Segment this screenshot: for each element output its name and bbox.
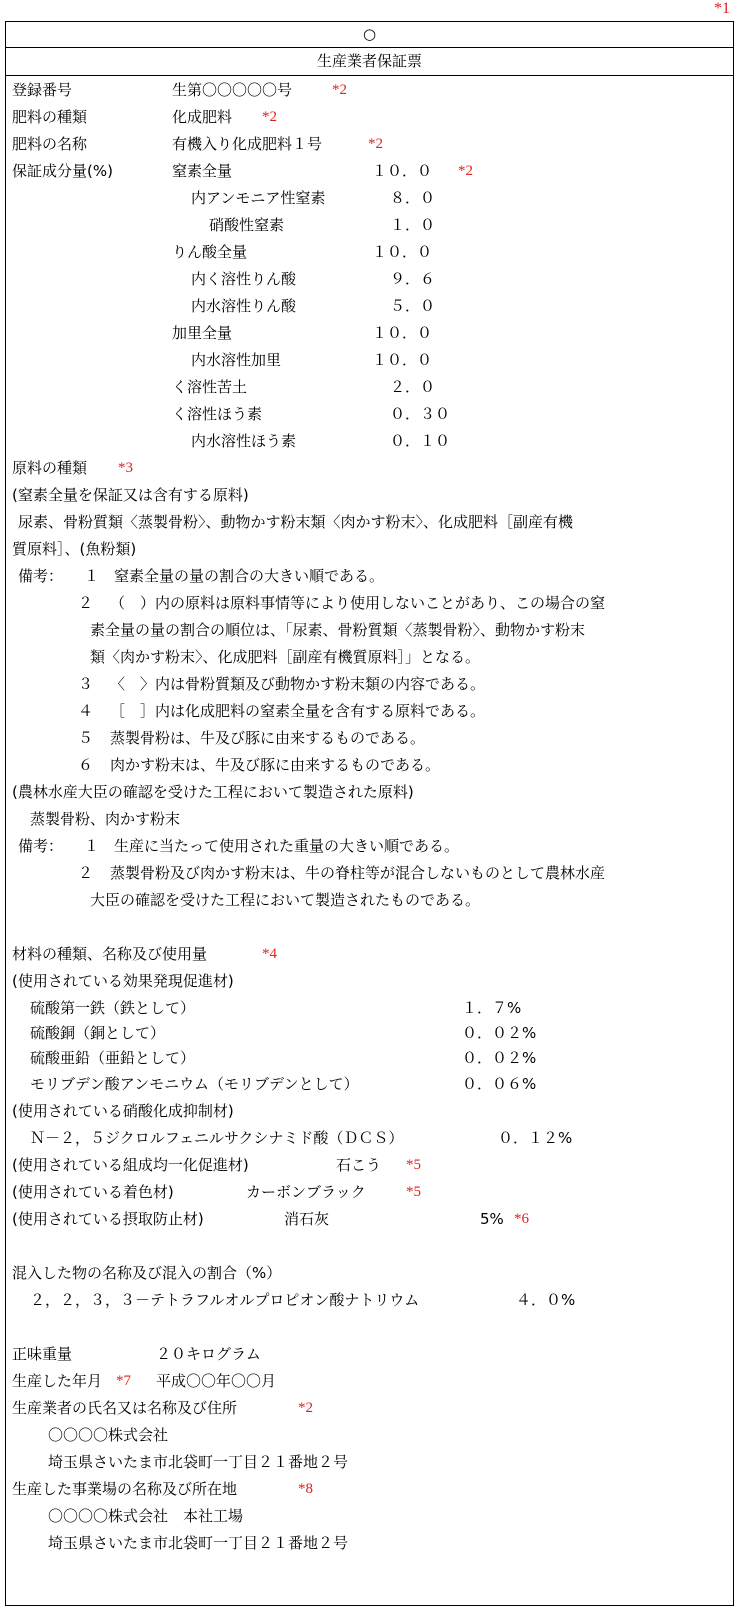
component-value: １０．０ [372, 243, 433, 261]
remark-text: 蒸製骨粉は、牛及び豚に由来するものである。 [110, 729, 426, 747]
remark-number: ２ [78, 594, 94, 612]
remark-number: ５ [78, 729, 94, 747]
footnote-marker-4: *4 [262, 946, 277, 962]
producer-address: 埼玉県さいたま市北袋町一丁目２１番地２号 [48, 1453, 349, 1471]
remark-text: 生産に当たって使用された重量の大きい順である。 [114, 837, 460, 855]
intake-value: 5% [480, 1210, 504, 1228]
component-value: ０．３０ [390, 405, 451, 423]
component-name: 内アンモニア性窒素 [191, 189, 326, 207]
effect-item-value: １．７% [462, 999, 522, 1017]
remark-text: 素全量の量の割合の順位は、「尿素、骨粉質類〈蒸製骨粉〉、動物かす粉末 [90, 621, 586, 639]
remark-number: １ [84, 567, 100, 585]
footnote-marker-6: *6 [514, 1211, 529, 1227]
remark-number: ６ [78, 756, 94, 774]
remark-text: ［ ］内は化成肥料の窒素全量を含有する原料である。 [110, 702, 486, 720]
footnote-marker-7: *7 [116, 1373, 131, 1389]
remark-text: 〈 〉内は骨粉質類及び動物かす粉末類の内容である。 [110, 675, 486, 693]
footnote-marker-2: *2 [368, 136, 383, 152]
raw-list-line: 質原料］、(魚粉類) [12, 540, 137, 558]
uniform-item: 石こう [336, 1156, 382, 1174]
component-value: ８．０ [390, 189, 436, 207]
component-value: １０．０ [372, 351, 433, 369]
component-name: 内水溶性りん酸 [191, 297, 297, 315]
kind-value: 化成肥料 [172, 108, 233, 126]
date-value: 平成〇〇年〇〇月 [156, 1372, 277, 1390]
component-value: １．０ [390, 216, 436, 234]
footnote-marker-2: *2 [262, 109, 277, 125]
reg-label: 登録番号 [12, 81, 73, 99]
footnote-marker-2: *2 [332, 82, 347, 98]
effect-item-name: 硫酸第一鉄（鉄として） [30, 999, 196, 1017]
footnote-marker-8: *8 [298, 1481, 313, 1497]
footnote-marker-2: *2 [298, 1400, 313, 1416]
footnote-marker-1: *1 [714, 0, 730, 17]
remark-number: ４ [78, 702, 94, 720]
remark-number: ３ [78, 675, 94, 693]
mixed-item: ２，２，３，３－テトラフルオルプロピオン酸ナトリウム [30, 1291, 420, 1309]
remark-number: １ [84, 837, 100, 855]
effect-item-value: ０．０２% [462, 1024, 537, 1042]
raw-nitrogen-heading: (窒素全量を保証又は含有する原料) [12, 486, 249, 504]
component-value: １０．０ [372, 162, 433, 180]
component-name: 窒素全量 [172, 162, 233, 180]
nitrate-heading: (使用されている硝酸化成抑制材) [12, 1102, 234, 1120]
kind-label: 肥料の種類 [12, 108, 88, 126]
effect-heading: (使用されている効果発現促進材) [12, 972, 234, 990]
guarantee-label-table [5, 21, 734, 1606]
component-name: 内く溶性りん酸 [191, 270, 297, 288]
effect-item-name: 硫酸銅（銅として） [30, 1024, 166, 1042]
footnote-marker-5: *5 [406, 1157, 421, 1173]
name-label: 肥料の名称 [12, 135, 88, 153]
material-label: 材料の種類、名称及び使用量 [12, 945, 208, 963]
remarks-label: 備考： [18, 567, 64, 585]
nitrate-value: ０．１２% [498, 1129, 573, 1147]
producer-label: 生産業者の氏名又は名称及び住所 [12, 1399, 238, 1417]
effect-item-value: ０．０２% [462, 1049, 537, 1067]
component-name: 硝酸性窒素 [209, 216, 285, 234]
guarantee-label: 保証成分量(%) [12, 162, 113, 180]
remark-text: 大臣の確認を受けた工程において製造されたものである。 [90, 891, 481, 909]
plant-address: 埼玉県さいたま市北袋町一丁目２１番地２号 [48, 1534, 349, 1552]
confirmed-items: 蒸製骨粉、肉かす粉末 [30, 810, 181, 828]
effect-item-name: モリブデン酸アンモニウム（モリブデンとして） [30, 1075, 359, 1093]
name-value: 有機入り化成肥料１号 [172, 135, 323, 153]
raw-list-line: 尿素、骨粉質類〈蒸製骨粉〉、動物かす粉末類〈肉かす粉末〉、化成肥料［副産有機 [18, 513, 574, 531]
plant-name: 〇〇〇〇株式会社 本社工場 [48, 1507, 244, 1525]
effect-item-name: 硫酸亜鉛（亜鉛として） [30, 1049, 196, 1067]
component-value: ２．０ [390, 378, 436, 396]
footnote-marker-5: *5 [406, 1184, 421, 1200]
remark-number: ２ [78, 864, 94, 882]
color-heading: (使用されている着色材) [12, 1183, 174, 1201]
component-name: りん酸全量 [172, 243, 248, 261]
footnote-marker-3: *3 [118, 460, 133, 476]
producer-name: 〇〇〇〇株式会社 [48, 1426, 169, 1444]
remark-text: （ ）内の原料は原料事情等により使用しないことがあり、この場合の窒 [110, 594, 606, 612]
circle-mark: ○ [6, 22, 733, 48]
plant-label: 生産した事業場の名称及び所在地 [12, 1480, 238, 1498]
nitrate-item: Ｎ－２，５ジクロルフェニルサクシナミド酸（ＤＣＳ） [30, 1129, 404, 1147]
remark-text: 肉かす粉末は、牛及び豚に由来するものである。 [110, 756, 441, 774]
raw-label: 原料の種類 [12, 459, 88, 477]
date-label: 生産した年月 [12, 1372, 103, 1390]
component-value: ５．０ [390, 297, 436, 315]
reg-value: 生第〇〇〇〇〇号 [172, 81, 293, 99]
component-name: 内水溶性ほう素 [191, 432, 297, 450]
component-name: 加里全量 [172, 324, 233, 342]
mixed-value: ４．０% [516, 1291, 576, 1309]
intake-heading: (使用されている摂取防止材) [12, 1210, 204, 1228]
component-value: ０．１０ [390, 432, 451, 450]
component-name: く溶性苦土 [172, 378, 248, 396]
remark-text: 蒸製骨粉及び肉かす粉末は、牛の脊柱等が混合しないものとして農林水産 [110, 864, 606, 882]
component-value: １０．０ [372, 324, 433, 342]
weight-value: ２０キログラム [156, 1345, 261, 1363]
confirmed-heading: (農林水産大臣の確認を受けた工程において製造された原料) [12, 783, 414, 801]
mixed-label: 混入した物の名称及び混入の割合（%） [12, 1264, 282, 1282]
remark-text: 類〈肉かす粉末〉、化成肥料［副産有機質原料］」となる。 [90, 648, 481, 666]
weight-label: 正味重量 [12, 1345, 73, 1363]
component-value: ９．６ [390, 270, 436, 288]
component-name: く溶性ほう素 [172, 405, 263, 423]
page-title: 生産業者保証票 [6, 48, 733, 76]
remark-text: 窒素全量の量の割合の大きい順である。 [114, 567, 385, 585]
component-name: 内水溶性加里 [191, 351, 282, 369]
remarks-label: 備考： [18, 837, 64, 855]
intake-item: 消石灰 [284, 1210, 330, 1228]
footnote-marker-2: *2 [458, 163, 473, 179]
uniform-heading: (使用されている組成均一化促進材) [12, 1156, 249, 1174]
effect-item-value: ０．０６% [462, 1075, 537, 1093]
color-item: カーボンブラック [246, 1183, 366, 1201]
